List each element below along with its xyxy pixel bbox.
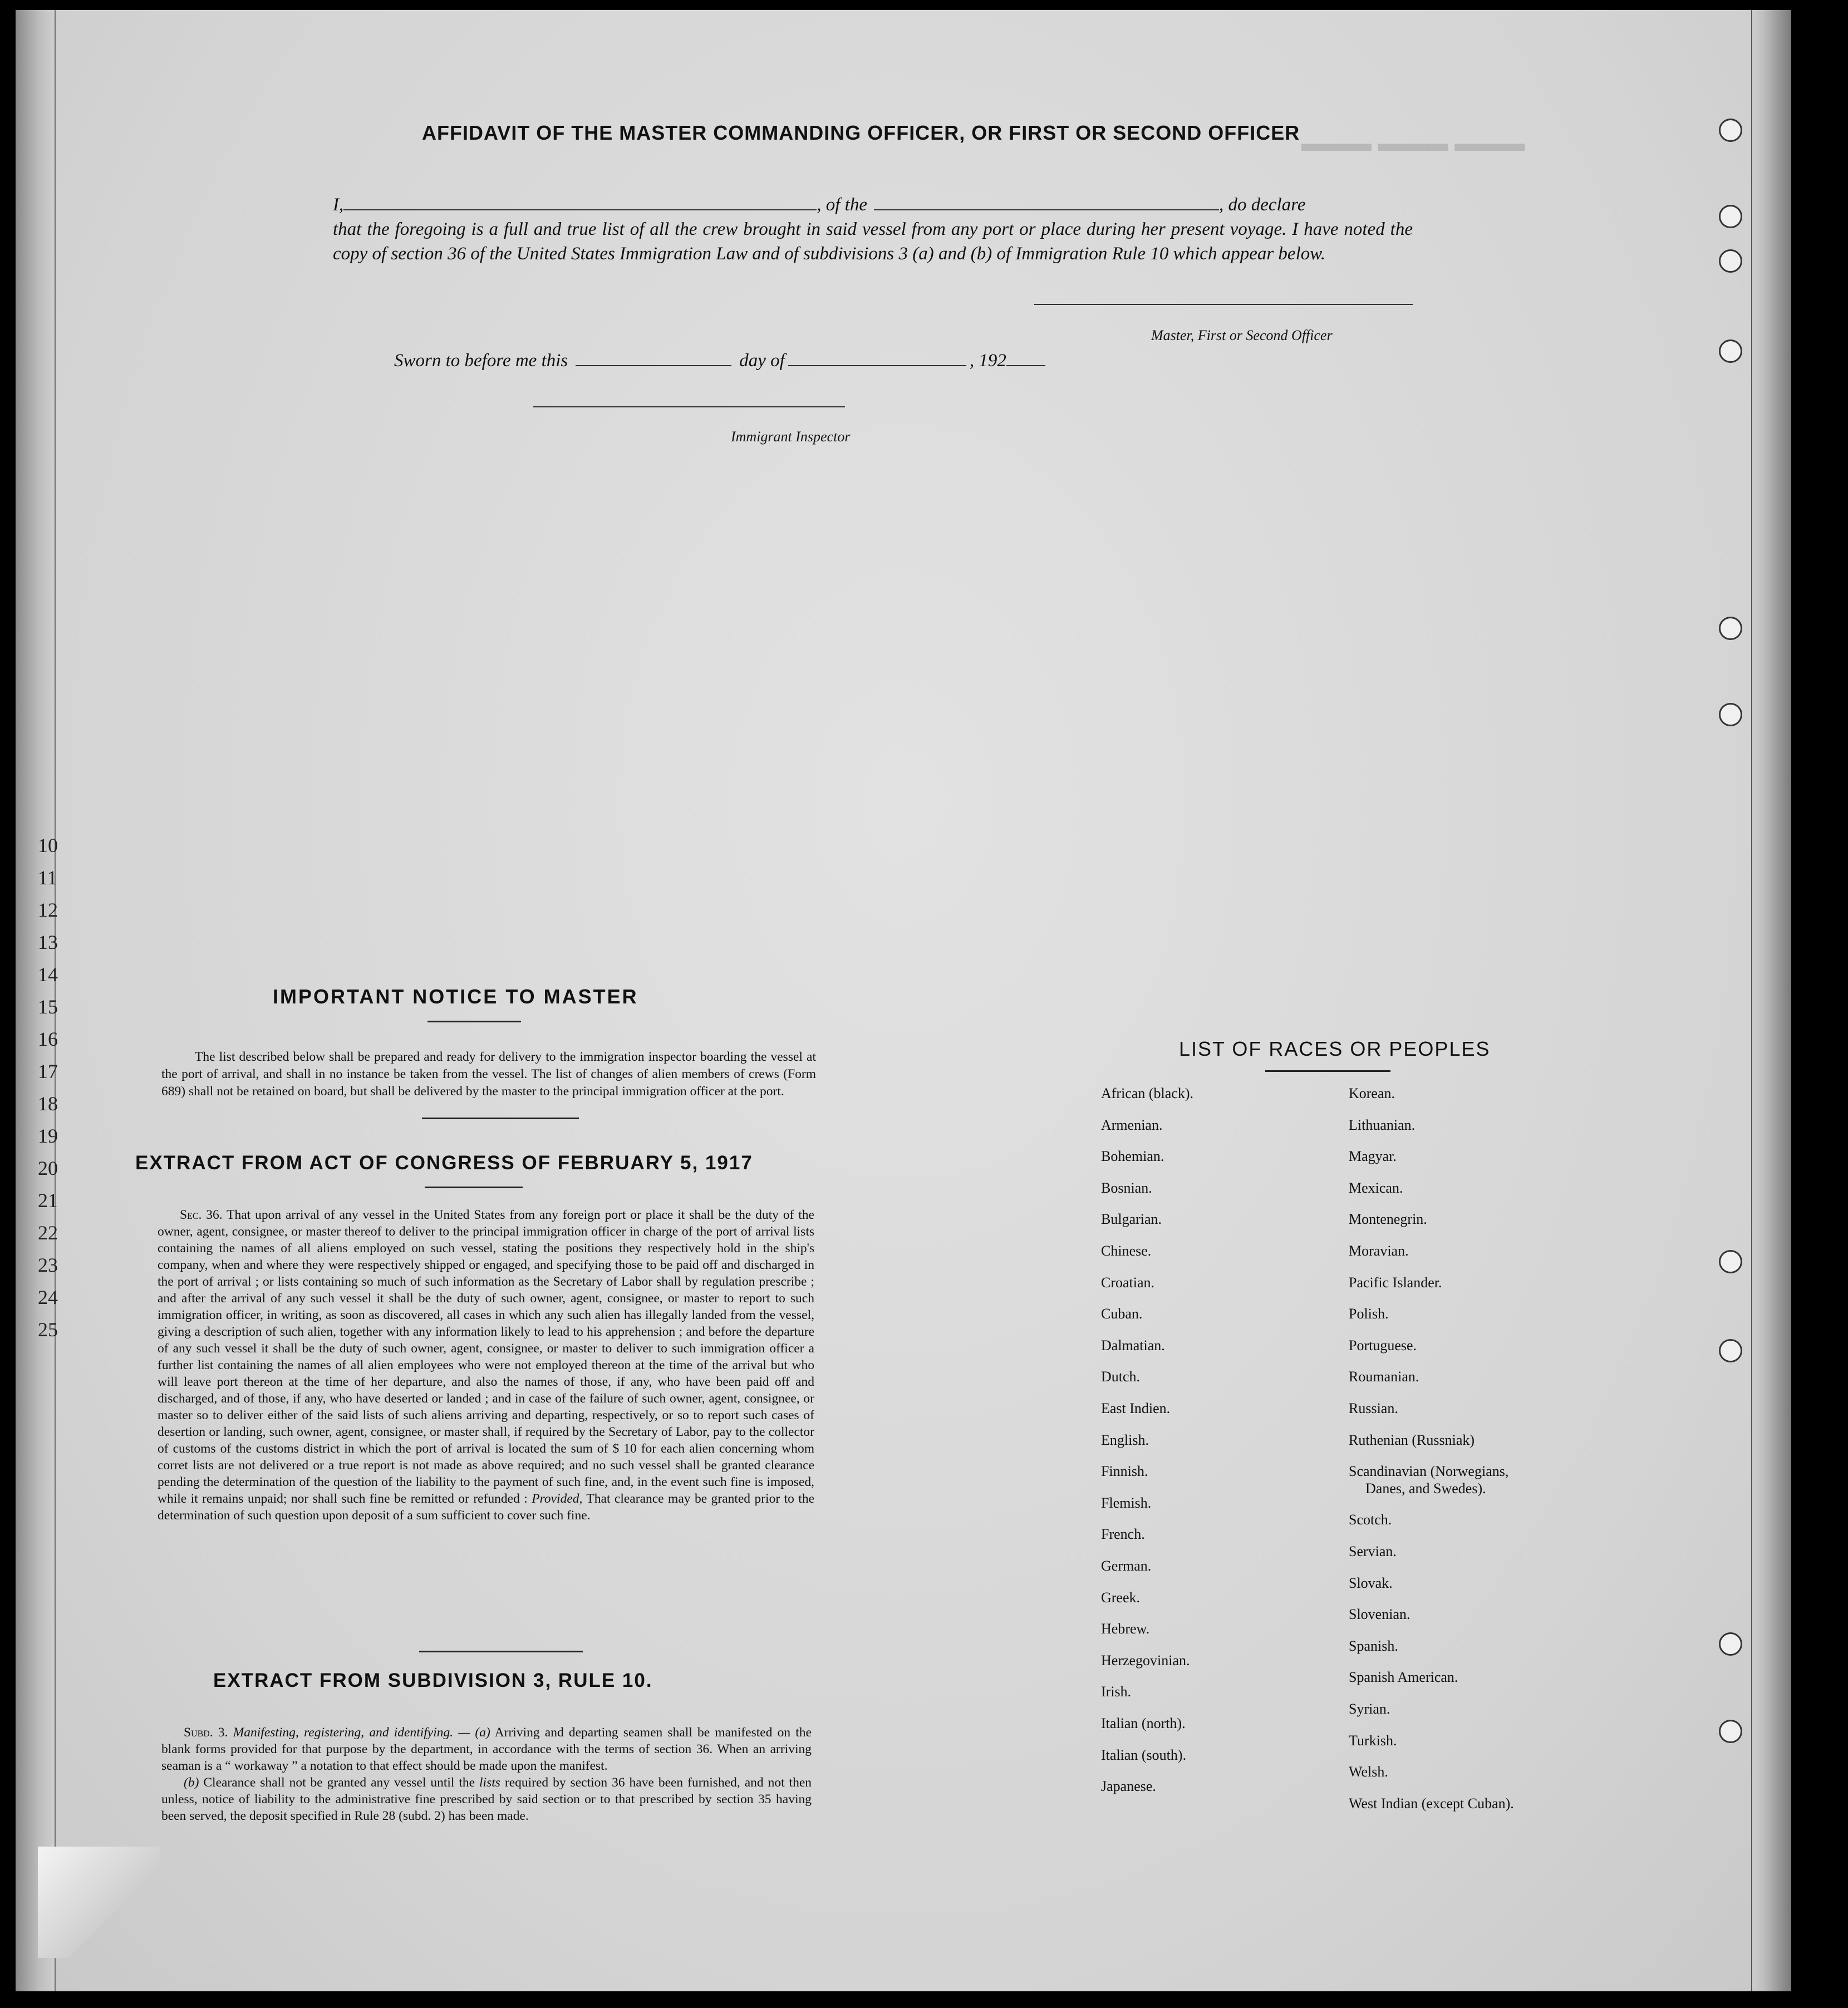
margin-line-number: 23	[38, 1254, 58, 1276]
clause-a-text: Arriving and departing seamen shall be manifested on the blank forms provided for that purpose by the department, in accordance with the terms of section 36. When an arriving seaman is a “ workaway ” a notation to that effect should be made upon the manifest.	[161, 1725, 812, 1773]
race-item: Bohemian.	[1101, 1148, 1164, 1165]
race-item: Greek.	[1101, 1589, 1141, 1606]
race-item: Slovak.	[1349, 1574, 1393, 1591]
affidavit-title: AFFIDAVIT OF THE MASTER COMMANDING OFFICER, OR FIRST OR SECOND OFFICER	[422, 121, 1300, 144]
section-36-text: That upon arrival of any vessel in the United States from any foreign port or place it shall be the duty of the owner, agent, consignee, or master thereof to deliver to the principal immigration officer in charge of the port of arrival lists containing the names of all aliens employed on such vessel, stating the positions they respectively hold in the ship's company, when and where they were respectively shipped or engaged, and specifying those to be paid off and discharged in the port of arrival ; or lists containing so much of such information as the Secretary of Labor shall by regulation prescribe ; and after the arrival of any such vessel it shall be the duty of such owner, agent, consignee, or master to report to such immigration officer, in writing, as soon as discovered, all cases in which any such alien has illegally landed from the vessel, giving a description of such alien, together with any information likely to lead to his apprehension ; and before the departure of any such vessel it shall be the duty of such owner, agent, consignee, or master to deliver to such immigration officer a further list containing the names of all alien employees who were not employed thereon at the time of the arrival but who will leave port thereon at the time of her departure, and also the names of those, if any, who have been paid off and discharged, and of those, if any, who have deserted or landed ; and in case of the failure of such owner, agent, consignee, or master so to deliver either of the said lists of such aliens arriving and departing, respectively, or so to report such cases of desertion or landing, such owner, agent, consignee, or master shall, if required by the Secretary of Labor, pay to the collector of customs of the customs district in which the port of arrival is located the sum of $ 10 for each alien concerning whom corret lists are not delivered or a true report is not made as above required; and no such vessel shall be granted clearance pending the determination of the question of the liability to the payment of such fine, and, in the event such fine is imposed, while it remains unpaid; nor shall such fine be remitted or refunded :	[158, 1208, 814, 1506]
binding-edge	[1751, 10, 1791, 1991]
clause-b-label: (b)	[184, 1775, 199, 1790]
margin-line-number: 19	[38, 1125, 58, 1147]
inspector-signature-label: Immigrant Inspector	[731, 429, 851, 445]
race-item: Dutch.	[1101, 1369, 1141, 1385]
rule-extract-text	[161, 1724, 812, 1824]
race-item: Danes, and Swedes).	[1365, 1480, 1486, 1497]
year-blank[interactable]	[1006, 352, 1045, 366]
margin-line-number: 24	[38, 1286, 58, 1308]
race-item: Welsh.	[1349, 1764, 1388, 1780]
race-item: Turkish.	[1349, 1732, 1397, 1749]
affidavit-text	[333, 193, 1413, 266]
month-blank[interactable]	[788, 352, 966, 366]
race-item: Mexican.	[1349, 1179, 1403, 1196]
declaration-line	[333, 193, 1413, 217]
race-item: Finnish.	[1101, 1463, 1148, 1480]
race-item: Cuban.	[1101, 1306, 1143, 1322]
margin-line-number: 10	[38, 834, 58, 857]
race-item: Lithuanian.	[1349, 1116, 1416, 1133]
binder-hole	[1719, 119, 1742, 142]
section-label: Sec. 36.	[180, 1208, 223, 1222]
divider	[427, 1021, 521, 1022]
race-item: Polish.	[1349, 1306, 1389, 1322]
race-item: Croatian.	[1101, 1274, 1155, 1291]
race-item: Scandinavian (Norwegians,	[1349, 1463, 1509, 1480]
margin-line-number: 20	[38, 1157, 58, 1179]
subdivision-heading: Manifesting, registering, and identifying.	[233, 1725, 454, 1740]
race-item: Italian (north).	[1101, 1715, 1186, 1731]
margin-line-number: 15	[38, 996, 58, 1018]
master-signature-label: Master, First or Second Officer	[1151, 327, 1333, 343]
sworn-day-of: day of	[739, 351, 785, 371]
race-item: Spanish American.	[1349, 1669, 1458, 1686]
margin-line-number: 11	[38, 867, 57, 889]
race-item: Japanese.	[1101, 1778, 1156, 1795]
divider	[1265, 1070, 1390, 1072]
race-item: Flemish.	[1101, 1494, 1152, 1511]
race-item: Slovenian.	[1349, 1606, 1410, 1623]
binder-hole	[1719, 339, 1742, 363]
name-blank[interactable]	[343, 196, 817, 210]
race-item: East Indien.	[1101, 1400, 1171, 1416]
binder-hole	[1719, 1632, 1742, 1656]
race-item: Russian.	[1349, 1400, 1398, 1416]
race-item: German.	[1101, 1558, 1152, 1574]
notice-text	[161, 1049, 816, 1100]
provided-word: Provided,	[532, 1492, 583, 1506]
race-item: Korean.	[1349, 1085, 1395, 1101]
race-item: Herzegovinian.	[1101, 1652, 1190, 1669]
binder-hole	[1719, 205, 1742, 228]
margin-line-number: 22	[38, 1222, 58, 1244]
margin-line-number: 25	[38, 1318, 58, 1341]
race-item: Portuguese.	[1349, 1337, 1417, 1354]
race-item: Spanish.	[1349, 1637, 1398, 1654]
declaration-body: that the foregoing is a full and true list of all the crew brought in said vessel from any port or place during her present voyage. I have noted the copy of section 36 of the United States Immigration Law and of subdivisions 3 (a) and (b) of Immigration Rule 10 which appear below.	[333, 219, 1413, 264]
clause-a-label: — (a)	[458, 1725, 490, 1740]
race-item: Syrian.	[1349, 1701, 1390, 1717]
binder-hole	[1719, 1250, 1742, 1273]
bleed-through-mark: ▬▬▬ ▬▬▬ ▬▬▬	[1301, 130, 1525, 156]
race-item: Ruthenian (Russniak)	[1349, 1431, 1475, 1448]
sworn-text: Sworn to before me this	[394, 351, 568, 371]
margin-line-number: 14	[38, 963, 58, 986]
declaration-i: I,	[333, 195, 344, 215]
notice-paragraph: The list described below shall be prepared and ready for delivery to the immigration inspector boarding the vessel at the port of arrival, and shall in no instance be taken from the vessel. The list of changes of alien members of crews (Form 689) shall not be retained on board, but shall be delivered by the master to the principal immigration officer at the port.	[161, 1050, 816, 1099]
lists-word: lists	[479, 1775, 500, 1790]
vessel-blank[interactable]	[874, 196, 1219, 210]
subdivision-label: Subd. 3.	[184, 1725, 228, 1740]
section-36-text-end: That clearance may be granted prior to the determination of such question upon deposit of a sum sufficient to cover such fine.	[158, 1492, 814, 1523]
sworn-line	[394, 351, 1045, 371]
race-item: Magyar.	[1349, 1148, 1397, 1165]
inspector-signature-line[interactable]	[533, 406, 845, 407]
clause-b-text-2: required by section 36 have been furnished, and not then unless, notice of liability to the administrative fine prescribed by said section or to that prescribed by section 35 having been served, the deposit specified in Rule 28 (subd. 2) has been made.	[161, 1775, 812, 1823]
race-item: Montenegrin.	[1349, 1211, 1427, 1228]
margin-line-number: 16	[38, 1028, 58, 1050]
margin-line-number: 13	[38, 931, 58, 953]
race-item: Italian (south).	[1101, 1746, 1187, 1763]
race-item: Roumanian.	[1349, 1369, 1419, 1385]
race-item: Servian.	[1349, 1543, 1397, 1559]
margin-line-number: 21	[38, 1189, 58, 1212]
clause-b-text-1: Clearance shall not be granted any vessel until the	[203, 1775, 475, 1790]
act-extract-text	[158, 1207, 814, 1524]
race-item: Hebrew.	[1101, 1621, 1150, 1637]
race-item: West Indian (except Cuban).	[1349, 1795, 1514, 1812]
sworn-year: , 192	[969, 351, 1006, 371]
race-item: Moravian.	[1349, 1243, 1409, 1259]
divider	[425, 1187, 523, 1188]
notice-title: IMPORTANT NOTICE TO MASTER	[273, 985, 638, 1008]
race-item: Chinese.	[1101, 1243, 1152, 1259]
binder-hole	[1719, 1339, 1742, 1362]
folded-corner	[38, 1847, 160, 1958]
race-item: Dalmatian.	[1101, 1337, 1165, 1354]
races-title: LIST OF RACES OR PEOPLES	[1179, 1037, 1491, 1060]
race-item: Irish.	[1101, 1684, 1132, 1700]
race-item: Pacific Islander.	[1349, 1274, 1442, 1291]
declaration-of-the: , of the	[817, 195, 867, 215]
divider	[422, 1118, 579, 1119]
race-item: French.	[1101, 1526, 1145, 1543]
declaration-do-declare: , do declare	[1218, 195, 1306, 215]
race-item: Bulgarian.	[1101, 1211, 1162, 1228]
divider	[419, 1651, 583, 1652]
race-item: African (black).	[1101, 1085, 1194, 1101]
day-blank[interactable]	[576, 352, 731, 366]
master-signature-line[interactable]	[1034, 304, 1413, 305]
binder-hole	[1719, 1720, 1742, 1743]
document-page	[16, 10, 1791, 1991]
binding-spine	[16, 10, 56, 1991]
margin-line-number: 17	[38, 1060, 58, 1082]
act-extract-title: EXTRACT FROM ACT OF CONGRESS OF FEBRUARY 5, 1917	[135, 1152, 753, 1174]
rule-extract-title: EXTRACT FROM SUBDIVISION 3, RULE 10.	[213, 1670, 653, 1691]
margin-line-number: 12	[38, 899, 58, 921]
race-item: English.	[1101, 1431, 1149, 1448]
binder-hole	[1719, 249, 1742, 273]
race-item: Armenian.	[1101, 1116, 1163, 1133]
binder-hole	[1719, 617, 1742, 640]
race-item: Scotch.	[1349, 1512, 1392, 1528]
margin-line-number: 18	[38, 1092, 58, 1115]
race-item: Bosnian.	[1101, 1179, 1152, 1196]
binder-hole	[1719, 703, 1742, 726]
